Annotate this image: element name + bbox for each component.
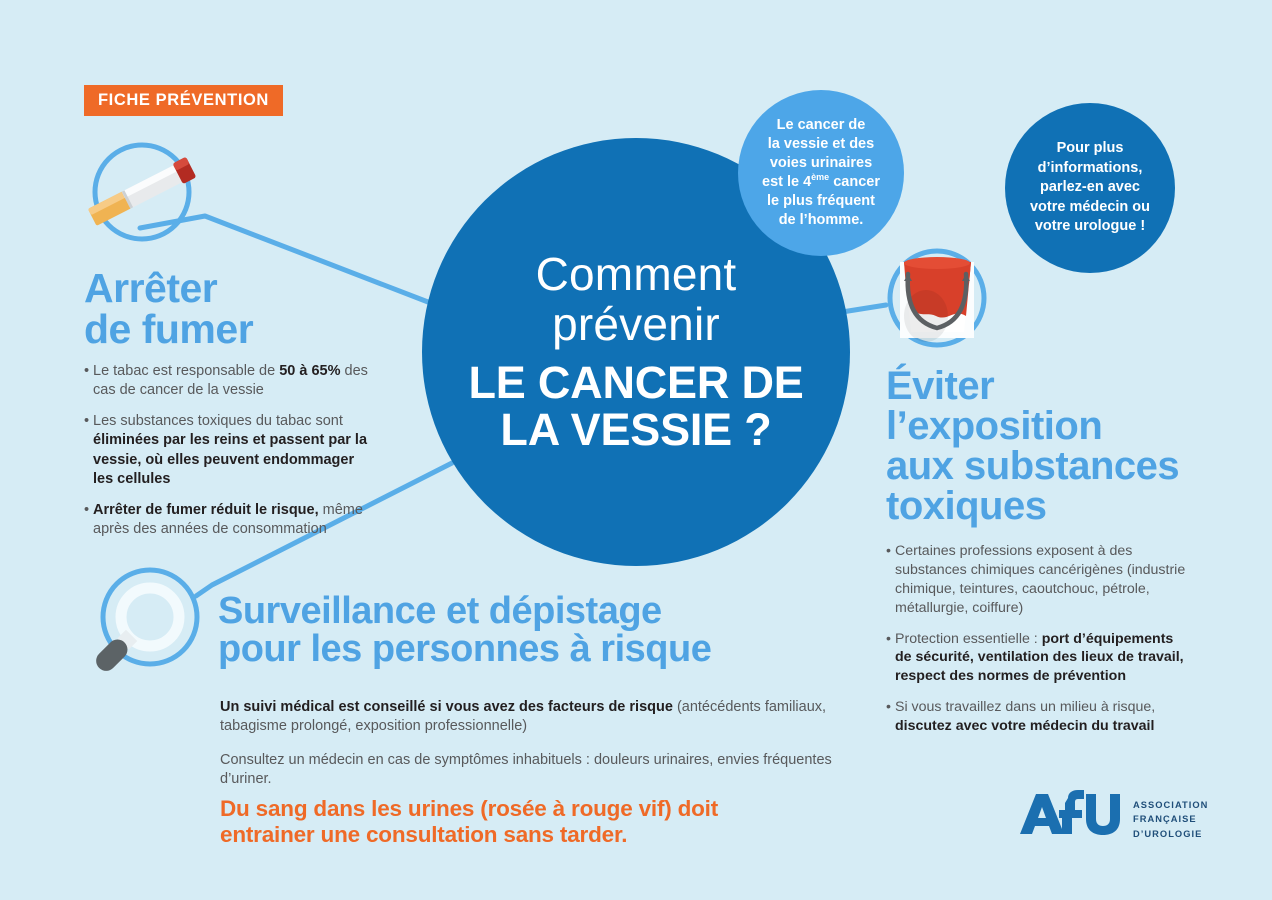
surveillance-paragraph-2: Consultez un médecin en cas de symptômes inhabituels : douleurs urinaires, envies fréquentes d’uriner. — [220, 751, 832, 787]
stat-bubble-ordinal-suffix: ème — [811, 172, 830, 183]
afu-logo-line1: ASSOCIATION — [1133, 800, 1209, 810]
surveillance-paragraph-1 — [220, 698, 880, 737]
main-title-line4: LA VESSIE ? — [500, 403, 772, 455]
afu-logo — [1018, 790, 1208, 841]
afu-logo-mark — [1018, 790, 1122, 837]
surveillance-paragraph-1-bold: Un suivi médical est conseillé si vous avez des facteurs de risque — [220, 699, 673, 715]
list-item — [895, 630, 1193, 687]
list-item-emphasis: port d’équipements de sécurité, ventilation des lieux de travail, respect des normes de prévention — [895, 630, 1184, 685]
stat-bubble-line1: Le cancer de — [776, 116, 866, 133]
list-item-text: Protection essentielle : — [895, 630, 1042, 647]
info-bubble-line1: Pour plus — [1056, 140, 1124, 157]
main-title-line3: LE CANCER DE — [468, 356, 804, 408]
list-item-emphasis: discutez avec votre médecin du travail — [895, 718, 1155, 734]
list-item — [93, 362, 373, 400]
heading-surveillance-line2: pour les personnes à risque — [218, 628, 712, 670]
list-item — [93, 501, 373, 539]
heading-stop-smoking-line1: Arrêter — [84, 265, 218, 311]
list-item — [895, 542, 1193, 618]
info-bubble-line5: votre urologue ! — [1034, 218, 1146, 235]
surveillance-warning-line1: Du sang dans les urines (rosée à rouge vif) doit — [220, 796, 719, 822]
fiche-prevention-badge: FICHE PRÉVENTION — [84, 85, 283, 116]
list-item-text: des cas de cancer de la vessie — [93, 363, 368, 399]
list-item-emphasis: 50 à 65% — [279, 363, 341, 379]
stat-bubble-line5: le plus fréquent — [767, 193, 875, 210]
list-item-emphasis: Arrêter de fumer réduit le risque, — [93, 501, 319, 518]
bullet-list-toxic — [886, 542, 1193, 748]
info-bubble-line4: votre médecin ou — [1029, 198, 1151, 215]
stat-bubble-line4-post: cancer — [829, 174, 880, 190]
stat-bubble-line4-pre: est le 4 — [762, 174, 812, 190]
list-item-text: même après des années de consommation — [93, 501, 363, 537]
bullet-list-smoking — [84, 362, 373, 551]
stat-bubble — [738, 90, 904, 256]
afu-logo-line3: D’UROLOGIE — [1133, 828, 1203, 839]
heading-surveillance — [218, 592, 711, 668]
heading-stop-smoking — [84, 265, 254, 352]
magnifier-icon — [80, 565, 216, 691]
main-title-line1: Comment — [535, 247, 737, 300]
main-title-line2: prévenir — [552, 297, 720, 350]
heading-stop-smoking-line2: de fumer — [84, 306, 254, 352]
heading-avoid-toxic-line3: aux substances — [886, 444, 1180, 488]
list-item — [895, 698, 1193, 736]
list-item-emphasis: éliminées par les reins et passent par la vessie, où elles peuvent endommager les cellules — [93, 432, 368, 487]
list-item-text: Le tabac est responsable de — [93, 363, 280, 379]
info-bubble-line3: parlez-en avec — [1040, 179, 1140, 196]
stat-bubble-line3: voies urinaires — [769, 154, 873, 171]
heading-avoid-toxic-line2: l’exposition — [886, 404, 1103, 448]
list-item-text: Si vous travaillez dans un milieu à risque, — [895, 699, 1156, 716]
heading-avoid-toxic-line4: toxiques — [886, 484, 1047, 528]
list-item — [93, 412, 373, 489]
stat-bubble-line2: la vessie et des — [767, 135, 875, 152]
heading-avoid-toxic-line1: Éviter — [886, 364, 995, 408]
afu-logo-wordmark — [1133, 798, 1208, 841]
paint-bucket-icon — [878, 248, 996, 356]
stat-bubble-line6: de l’homme. — [778, 212, 864, 229]
surveillance-body-copy — [220, 698, 880, 848]
info-bubble-line2: d’informations, — [1037, 159, 1143, 176]
surveillance-warning — [220, 796, 880, 848]
info-bubble — [1005, 103, 1175, 273]
afu-logo-line2: FRANÇAISE — [1133, 814, 1197, 825]
list-item-text: Certaines professions exposent à des substances chimiques cancérigènes (industrie chimique, teintures, caoutchouc, pétrole, métallurgie, coiffure) — [895, 543, 1186, 616]
heading-surveillance-line1: Surveillance et dépistage — [218, 590, 662, 632]
list-item-text: Les substances toxiques du tabac sont — [93, 413, 343, 430]
surveillance-warning-line2: entrainer une consultation sans tarder. — [220, 822, 628, 848]
surveillance-paragraph-1-rest: (antécédents familiaux, tabagisme prolongé, exposition professionnelle) — [220, 699, 827, 735]
cigarette-icon — [80, 140, 202, 252]
heading-avoid-toxic — [886, 366, 1179, 526]
